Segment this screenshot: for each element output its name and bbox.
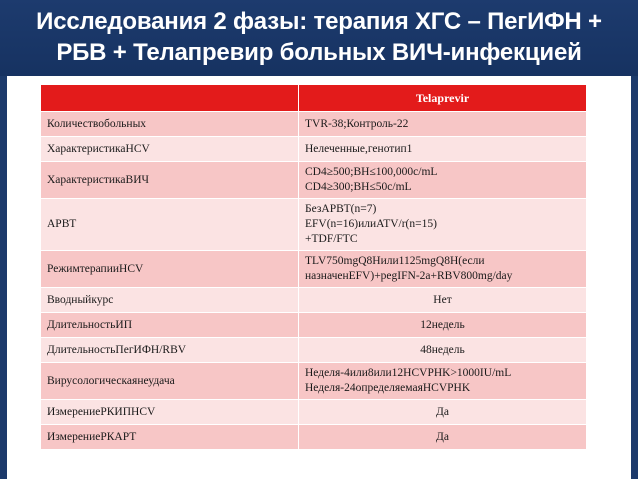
row-label: Вводныйкурс — [41, 288, 299, 313]
row-label: ИзмерениеРКИПHCV — [41, 400, 299, 425]
table-row — [41, 400, 587, 425]
value-line: Нелеченные,генотип1 — [305, 142, 413, 155]
row-label: РежимтерапииHCV — [41, 251, 299, 288]
value-line: +TDF/FTC — [305, 233, 358, 245]
value-line: CD4≥500;ВН≤100,000c/mL — [305, 166, 438, 178]
study-table — [40, 84, 587, 450]
row-value — [299, 363, 587, 400]
table-row — [41, 338, 587, 363]
value-line: TVR-38;Контроль-22 — [305, 117, 409, 130]
row-value — [299, 425, 587, 450]
row-value — [299, 137, 587, 162]
row-label: ХарактеристикаHCV — [41, 137, 299, 162]
row-value — [299, 400, 587, 425]
table-row — [41, 425, 587, 450]
row-value — [299, 313, 587, 338]
row-value — [299, 338, 587, 363]
value-line: Нет — [433, 293, 452, 306]
row-label: АРВТ — [41, 199, 299, 251]
row-label: ДлительностьИП — [41, 313, 299, 338]
value-line: 48недель — [420, 343, 465, 356]
value-line: назначенEFV)+pegIFN-2a+RBV800mg/day — [305, 270, 513, 282]
table-header-row — [41, 85, 587, 112]
table-row — [41, 112, 587, 137]
value-line: Да — [436, 405, 449, 418]
table-row — [41, 363, 587, 400]
table-row — [41, 288, 587, 313]
row-value — [299, 251, 587, 288]
right-border-bar — [631, 76, 638, 479]
value-line: БезАРВТ(n=7) — [305, 203, 377, 215]
table-row — [41, 162, 587, 199]
table-row — [41, 199, 587, 251]
row-value — [299, 199, 587, 251]
table-row — [41, 251, 587, 288]
row-label: Количествобольных — [41, 112, 299, 137]
table-header-cell: Telaprevir — [299, 85, 587, 112]
value-line: TLV750mgQ8Hили1125mgQ8H(если — [305, 255, 485, 267]
table-header-cell — [41, 85, 299, 112]
slide-title: Исследования 2 фазы: терапия ХГС – ПегИФН + РБВ + Телапревир больных ВИЧ-инфекцией — [36, 8, 602, 66]
value-line: 12недель — [420, 318, 465, 331]
table-row — [41, 137, 587, 162]
table-body — [41, 112, 587, 450]
left-border-bar — [0, 76, 7, 479]
table-row — [41, 313, 587, 338]
row-label: ИзмерениеРКАРТ — [41, 425, 299, 450]
row-value — [299, 112, 587, 137]
row-label: ХарактеристикаВИЧ — [41, 162, 299, 199]
value-line: Да — [436, 430, 449, 443]
row-value — [299, 162, 587, 199]
row-label: Вирусологическаянеудача — [41, 363, 299, 400]
row-label: ДлительностьПегИФН/RBV — [41, 338, 299, 363]
value-line: CD4≥300;ВН≤50c/mL — [305, 181, 412, 193]
row-value — [299, 288, 587, 313]
value-line: EFV(n=16)илиATV/r(n=15) — [305, 218, 437, 230]
value-line: Неделя-4или8или12HCVPHK>1000IU/mL — [305, 367, 512, 379]
value-line: Неделя-24определяемаяHCVPHK — [305, 382, 471, 394]
